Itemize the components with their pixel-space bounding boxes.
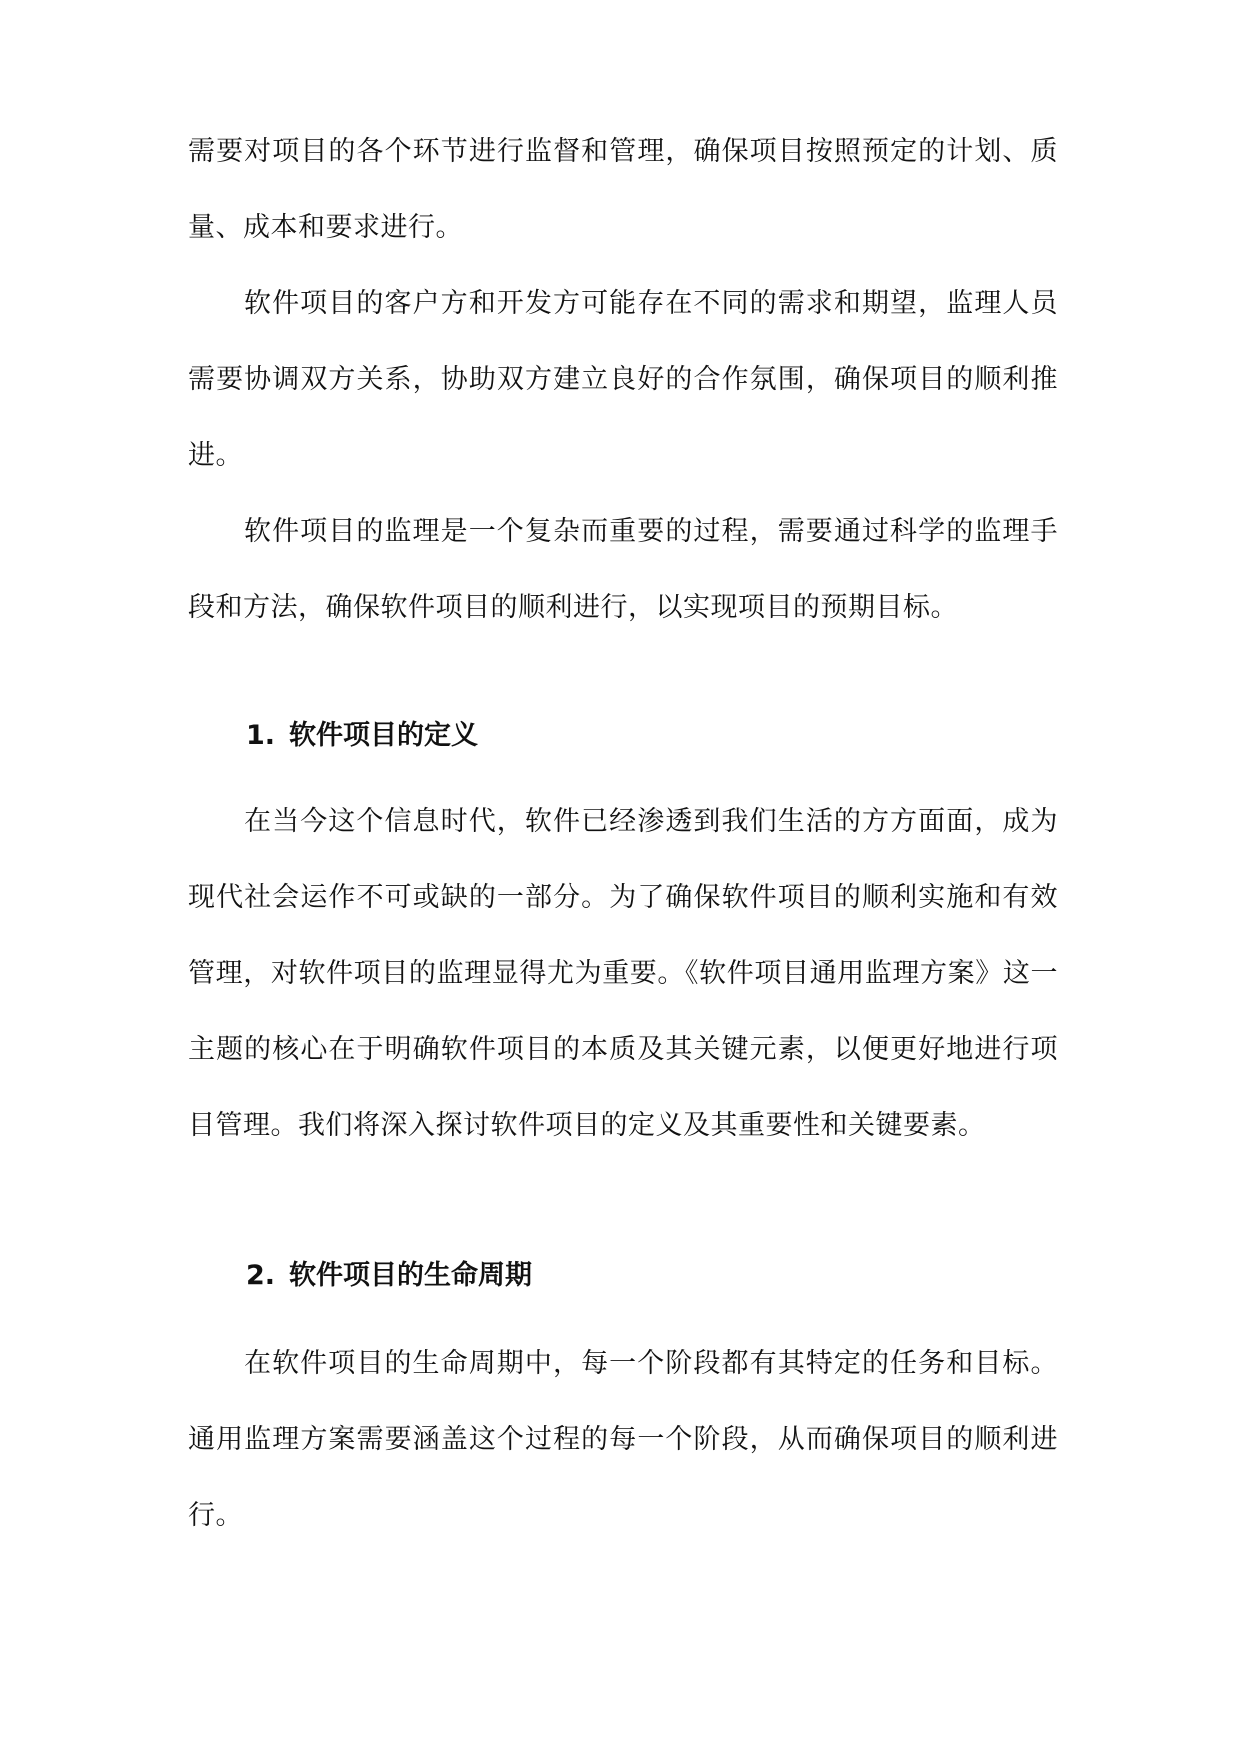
paragraph-continuation: 需要对项目的各个环节进行监督和管理，确保项目按照预定的计划、质量、成本和要求进行。 <box>188 136 1058 243</box>
paragraph-client-developer: 软件项目的客户方和开发方可能存在不同的需求和期望，监理人员需要协调双方关系，协助双方建立良好的合作氛围，确保项目的顺利推进。 <box>188 288 1058 471</box>
section-number: 2. <box>246 1260 276 1291</box>
section-heading-lifecycle <box>246 1256 532 1296</box>
section-title: 软件项目的生命周期 <box>289 1260 533 1291</box>
paragraph-supervision-process: 软件项目的监理是一个复杂而重要的过程，需要通过科学的监理手段和方法，确保软件项目的顺利进行，以实现项目的预期目标。 <box>188 516 1058 623</box>
section-title: 软件项目的定义 <box>289 720 479 751</box>
section-heading-definition <box>246 716 478 756</box>
paragraph-definition: 在当今这个信息时代，软件已经渗透到我们生活的方方面面，成为现代社会运作不可或缺的一部分。为了确保软件项目的顺利实施和有效管理，对软件项目的监理显得尤为重要。《软件项目通用监理方案》这一主题的核心在于明确软件项目的本质及其关键元素，以便更好地进行项目管理。我们将深入探讨软件项目的定义及其重要性和关键要素。 <box>188 806 1058 1141</box>
section-number: 1. <box>246 720 276 751</box>
paragraph-lifecycle: 在软件项目的生命周期中，每一个阶段都有其特定的任务和目标。通用监理方案需要涵盖这个过程的每一个阶段，从而确保项目的顺利进行。 <box>188 1348 1058 1531</box>
